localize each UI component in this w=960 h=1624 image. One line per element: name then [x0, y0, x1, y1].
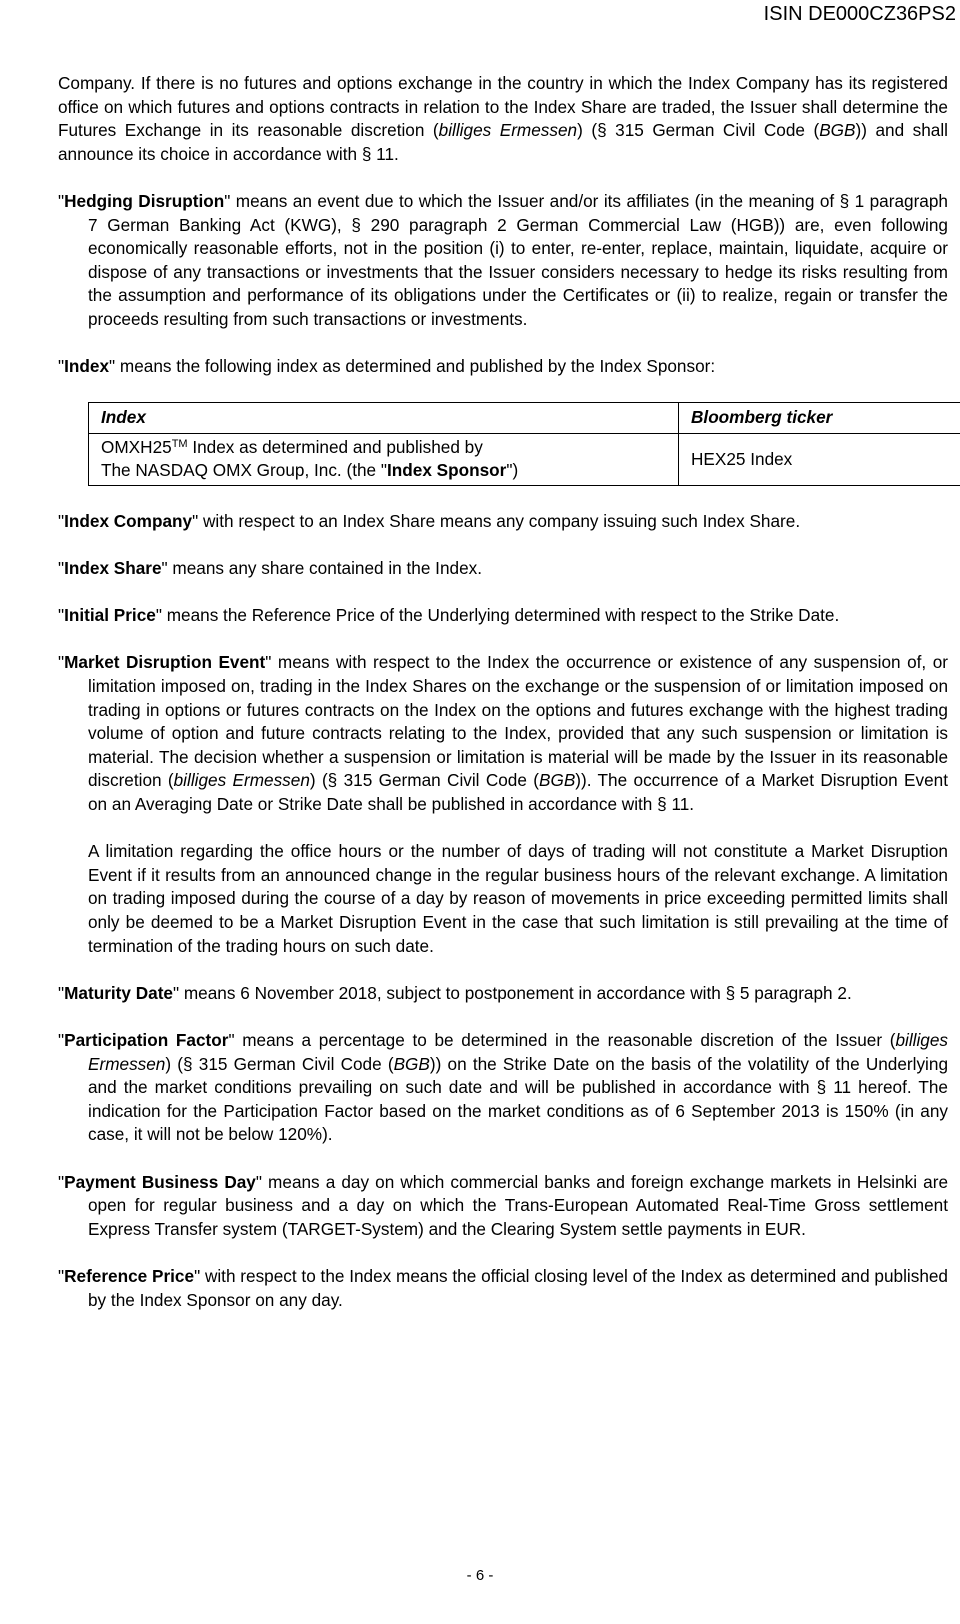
definition-payment-business-day: "Payment Business Day" means a day on which commercial banks and foreign exchange markets in Helsinki are open for regular business and a day on which the Trans-European Automated Real-Time Gross settlement Express Transfer system (TARGET-System) and the Clearing System settle payments in EUR.: [58, 1171, 949, 1239]
table-row: [89, 433, 960, 485]
definition-market-disruption-event: "Market Disruption Event" means with respect to the Index the occurrence or existence of any suspension of, or limitation imposed on, trading in the Index Shares on the exchange or the suspension of or limitation imposed on trading in options or futures contracts on the Index on the options and futures exchange with the highest trading volume of option and future contracts relating to the Index, provided that any such suspension or limitation is material. The decision whether a suspension or limitation is material will be made by the Issuer in its reasonable discretion (billiges Ermessen) (§ 315 German Civil Code (BGB)). The occurrence of a Market Disruption Event on an Averaging Date or Strike Date shall be published in accordance with § 11.: [58, 652, 948, 815]
term-maturity-date: Maturity Date: [64, 982, 173, 1003]
table-header-row: [89, 402, 960, 433]
term-reference-price: Reference Price: [64, 1265, 195, 1286]
term-index-company: Index Company: [64, 510, 193, 531]
definition-index-share: "Index Share" means any share contained in the Index.: [58, 558, 483, 579]
market-disruption-limitation-paragraph: A limitation regarding the office hours or the number of days of trading will not constitute a Market Disruption Event if it results from an announced change in the regular business hours of the relevant exchange. A limitation on trading imposed during the course of a day by reason of movements in price exceeding permitted limits shall only be deemed to be a Market Disruption Event in the case that such limitation is still prevailing at the time of termination of the trading hours on such date.: [88, 841, 948, 956]
term-payment-business-day: Payment Business Day: [64, 1171, 256, 1192]
table-cell-index-name: OMXH25™ Index as determined and published by The NASDAQ OMX Group, Inc. (the "Index Sponsor"): [89, 433, 679, 485]
intro-paragraph: Company. If there is no futures and options exchange in the country in which the Index Company has its registered office on which futures and options contracts in relation to the Index Share are traded, the Issuer shall determine the Futures Exchange in its reasonable discretion (billiges Ermessen) (§ 315 German Civil Code (BGB)) and shall announce its choice in accordance with § 11.: [58, 73, 949, 164]
definition-initial-price: "Initial Price" means the Reference Price of the Underlying determined with respect to the Strike Date.: [58, 605, 840, 626]
definition-reference-price: "Reference Price" with respect to the Index means the official closing level of the Index as determined and published by the Index Sponsor on any day.: [58, 1265, 948, 1310]
term-initial-price: Initial Price: [64, 605, 156, 626]
term-participation-factor: Participation Factor: [64, 1029, 229, 1050]
definition-participation-factor: "Participation Factor" means a percentage to be determined in the reasonable discretion of the Issuer (billiges Ermessen) (§ 315 German Civil Code (BGB)) on the Strike Date on the basis of the volatility of the Underlying and the market conditions prevailing on such date and will be published in accordance with § 11 hereof. The indication for the Participation Factor based on the market conditions as of 6 September 2013 is 150% (in any case, it will not be below 120%).: [58, 1029, 949, 1145]
definition-index: "Index" means the following index as determined and published by the Index Sponsor:: [58, 356, 716, 377]
table-header-index: Index: [89, 402, 679, 433]
term-market-disruption-event: Market Disruption Event: [64, 652, 266, 673]
definition-hedging-disruption: "Hedging Disruption" means an event due to which the Issuer and/or its affiliates (in the meaning of § 1 paragraph 7 German Banking Act (KWG), § 290 paragraph 2 German Commercial Law (HGB)) are, even following economically reasonable efforts, not in the position (i) to enter, re-enter, replace, maintain, liquidate, acquire or dispose of any transactions or investments that the Issuer considers necessary to hedge its risks resulting from the assumption and performance of its obligations under the Certificates or (ii) to realize, regain or transfer the proceeds resulting from such transactions or investments.: [58, 190, 948, 329]
definition-index-company: "Index Company" with respect to an Index Share means any company issuing such Index Share.: [58, 510, 801, 531]
term-hedging-disruption: Hedging Disruption: [64, 190, 225, 211]
table-header-ticker: Bloomberg ticker: [679, 402, 960, 433]
index-table: [88, 402, 960, 486]
page-number: - 6 -: [466, 1567, 494, 1585]
document-body: [58, 72, 948, 1336]
table-cell-ticker: HEX25 Index: [679, 433, 960, 485]
definition-maturity-date: "Maturity Date" means 6 November 2018, subject to postponement in accordance with § 5 paragraph 2.: [58, 982, 852, 1003]
isin-header: ISIN DE000CZ36PS2: [763, 3, 956, 25]
term-index-share: Index Share: [64, 558, 162, 579]
term-index: Index: [64, 356, 109, 377]
